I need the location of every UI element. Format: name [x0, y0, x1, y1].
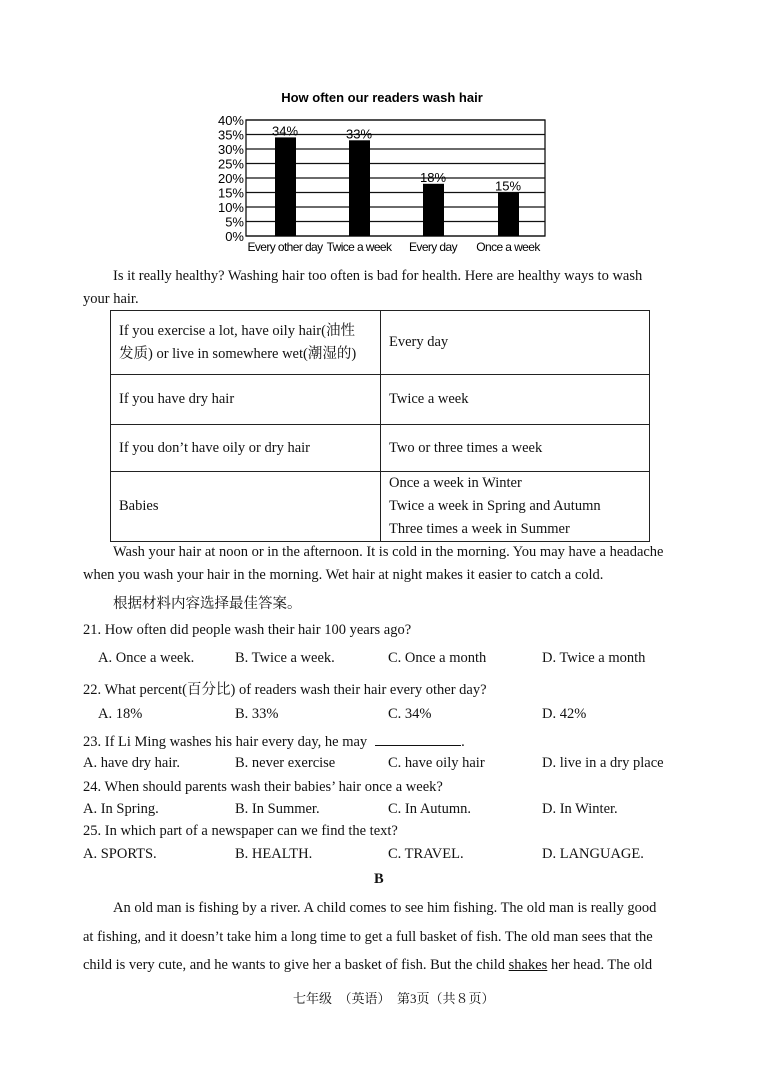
intro-line-1: Is it really healthy? Washing hair too often is bad for health. Here are healthy ways to wash — [113, 268, 643, 284]
table-cell: Babies — [111, 472, 381, 542]
y-tick-label: 40% — [217, 113, 244, 128]
x-tick-label: Twice a week — [326, 240, 392, 254]
y-tick-label: 5% — [225, 214, 244, 230]
answer-option[interactable]: D. Twice a month — [542, 650, 646, 666]
question-25 — [83, 823, 398, 840]
question-text: 25. In which part of a newspaper can we find the text? — [83, 823, 398, 839]
y-tick-label: 25% — [217, 156, 244, 172]
data-label: 33% — [345, 126, 373, 142]
data-label: 18% — [419, 169, 447, 185]
y-tick-label: 15% — [217, 185, 244, 201]
answer-option[interactable]: D. live in a dry place — [542, 755, 664, 771]
answer-option[interactable]: B. HEALTH. — [235, 846, 313, 862]
table-cell: Once a week in Winter — [389, 475, 522, 491]
passage-b-line-1: An old man is fishing by a river. A child comes to see him fishing. The old man is really good — [113, 900, 657, 916]
table-cell: If you exercise a lot, have oily hair(油性 — [119, 322, 355, 339]
bar — [349, 140, 370, 236]
para2-line-2: when you wash your hair in the morning. Wet hair at night makes it easier to catch a cold. — [83, 567, 604, 583]
answer-option[interactable]: A. Once a week. — [98, 650, 195, 666]
answer-option[interactable]: A. In Spring. — [83, 801, 159, 817]
answer-option[interactable]: D. In Winter. — [542, 801, 618, 817]
answer-option[interactable]: C. In Autumn. — [388, 801, 471, 817]
passage-b-line-3-end: her head. The old — [547, 957, 653, 973]
bar-chart — [0, 0, 760, 260]
question-text: 22. What percent(百分比) of readers wash their hair every other day? — [83, 682, 487, 698]
intro-line-2: your hair. — [83, 291, 139, 307]
bar — [498, 193, 519, 237]
answer-option[interactable]: D. 42% — [542, 706, 587, 722]
answer-blank — [375, 733, 461, 746]
underlined-word: shakes — [508, 957, 548, 973]
y-tick-label: 30% — [217, 142, 244, 157]
question-22 — [83, 678, 487, 699]
page-footer: 七年级 （英语） 第3页（共８页） — [293, 991, 495, 1006]
question-21 — [83, 622, 411, 639]
y-tick-label: 0% — [225, 229, 244, 244]
x-tick-label: Every day — [409, 240, 457, 254]
x-tick-label: Every other day — [247, 240, 323, 254]
answer-option[interactable]: C. TRAVEL. — [388, 846, 464, 862]
para2-line-1: Wash your hair at noon or in the afternoon. It is cold in the morning. You may have a headache — [113, 544, 664, 560]
table-cell: 发质) or live in somewhere wet(潮湿的) — [119, 345, 357, 362]
bar — [275, 137, 296, 236]
answer-option[interactable]: C. 34% — [388, 706, 432, 722]
table-cell: Every day — [381, 311, 650, 375]
question-text: 21. How often did people wash their hair 100 years ago? — [83, 622, 412, 638]
question-23: 23. If Li Ming washes his hair every day, he may . — [83, 734, 465, 750]
section-b-heading: B — [374, 871, 384, 887]
data-label: 15% — [494, 178, 522, 194]
y-tick-label: 35% — [217, 127, 244, 143]
table-cell: Twice a week — [381, 375, 650, 425]
table-cell: If you have dry hair — [111, 375, 381, 425]
passage-b-line-2: at fishing, and it doesn’t take him a long time to get a full basket of fish. The old man sees that the — [83, 929, 653, 945]
answer-option[interactable]: B. never exercise — [235, 755, 336, 771]
hair-wash-table — [110, 310, 650, 542]
answer-option[interactable]: A. SPORTS. — [83, 846, 157, 862]
table-cell: Two or three times a week — [381, 425, 650, 472]
answer-option[interactable]: D. LANGUAGE. — [542, 846, 644, 862]
answer-option[interactable]: C. have oily hair — [388, 755, 485, 771]
answer-option[interactable]: B. 33% — [235, 706, 279, 722]
bar — [423, 184, 444, 236]
answer-option[interactable]: B. In Summer. — [235, 801, 320, 817]
table-cell: Twice a week in Spring and Autumn — [389, 498, 601, 514]
table-cell: Three times a week in Summer — [389, 521, 570, 537]
x-tick-label: Once a week — [476, 240, 540, 254]
passage-b-line-3: child is very cute, and he wants to give her a basket of fish. But the child — [83, 957, 509, 973]
question-text: 23. If Li Ming washes his hair every day, he may — [83, 734, 368, 750]
table-cell: If you don’t have oily or dry hair — [111, 425, 381, 472]
question-24 — [83, 779, 443, 796]
data-label: 34% — [271, 123, 299, 139]
answer-option[interactable]: A. have dry hair. — [83, 755, 181, 771]
question-text: 24. When should parents wash their babies’ hair once a week? — [83, 779, 443, 795]
chart-title: How often our readers wash hair — [281, 90, 483, 105]
instruction: 根据材料内容选择最佳答案。 — [113, 596, 302, 612]
answer-option[interactable]: A. 18% — [98, 706, 143, 722]
answer-option[interactable]: C. Once a month — [388, 650, 487, 666]
y-tick-label: 10% — [217, 200, 244, 215]
answer-option[interactable]: B. Twice a week. — [235, 650, 335, 666]
y-tick-label: 20% — [217, 171, 244, 186]
